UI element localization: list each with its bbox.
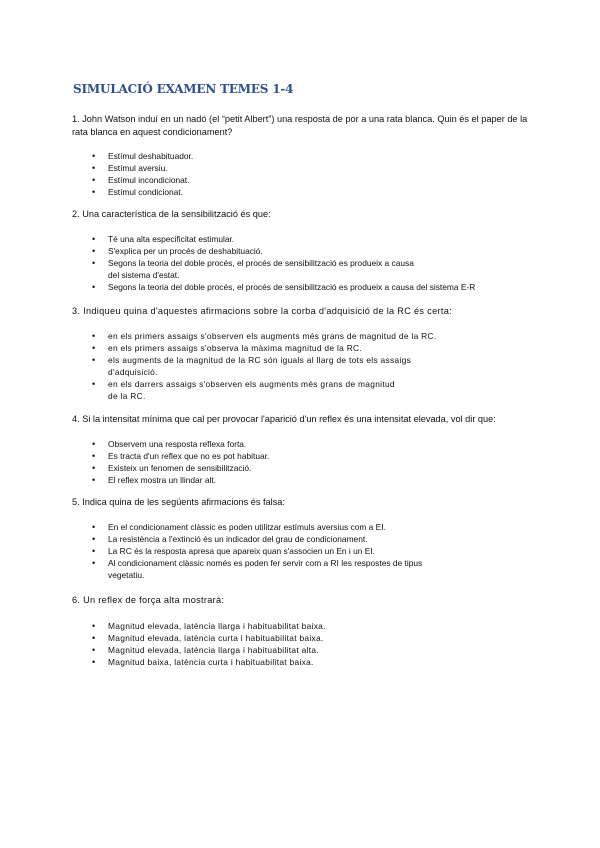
question-4: [72, 413, 542, 426]
question-4-options: [92, 438, 522, 486]
option: • Observem una resposta reflexa forta.: [92, 438, 522, 450]
option: • en els primers assaigs s'observen els augments més grans de magnitud de la RC.: [92, 330, 522, 342]
option: • Té una alta especificitat estimular.: [92, 233, 522, 245]
option: • El reflex mostra un llindar alt.: [92, 474, 522, 486]
option: • Magnitud elevada, latència llarga i habituabilitat alta.: [92, 644, 522, 656]
question-5-options: [92, 521, 522, 581]
option: • Magnitud elevada, latència curta i habituabilitat baixa.: [92, 632, 522, 644]
question-text: 5. Indica quina de les següents afirmacions és falsa:: [72, 497, 285, 507]
option: • Es tracta d'un reflex que no es pot habituar.: [92, 450, 522, 462]
option: • Estímul incondicionat.: [92, 174, 522, 186]
question-3-options: [92, 330, 522, 402]
question-1: [72, 113, 542, 139]
option: • Estímul aversiu.: [92, 162, 522, 174]
question-text: 4. Si la intensitat mínima que cal per provocar l'aparició d'un reflex és una intensitat elevada, vol dir que:: [72, 414, 496, 424]
question-text: 6. Un reflex de força alta mostrarà:: [72, 595, 225, 605]
option: • Segons la teoria del doble procés, el procés de sensibilització es produeix a causa del sistema E-R: [92, 281, 522, 293]
option: • La RC és la resposta apresa que apareix quan s'associen un En i un EI.: [92, 545, 522, 557]
option: • Estímul deshabituador.: [92, 150, 522, 162]
option: • Al condicionament clàssic només es poden fer servir com a RI les respostes de tipus vegetatiu.: [92, 557, 522, 581]
option: • En el condicionament clàssic es poden utilitzar estímuls aversius com a EI.: [92, 521, 522, 533]
question-text: 1. John Watson induí en un nadó (el “petit Albert”) una resposta de por a una rata blanca. Quin és el paper de la rata blanca en aquest condicionament?: [72, 114, 528, 137]
question-2-options: [92, 233, 522, 293]
question-1-options: [92, 150, 522, 198]
question-5: [72, 496, 542, 509]
option: • Magnitud baixa, latència curta i habituabilitat baixa.: [92, 656, 522, 668]
option: • Magnitud elevada, latència llarga i habituabilitat baixa.: [92, 620, 522, 632]
question-2: [72, 208, 542, 221]
option: • La resistència a l'extinció és un indicador del grau de condicionament.: [92, 533, 522, 545]
option: • en els darrers assaigs s'observen els augments més grans de magnitud de la RC.: [92, 378, 522, 402]
option: • Existeix un fenomen de sensibilització.: [92, 462, 522, 474]
option: • els augments de la magnitud de la RC són iguals al llarg de tots els assaigs d'adquisició.: [92, 354, 522, 378]
question-3: [72, 305, 542, 318]
option: • Segons la teoria del doble procés, el procés de sensibilització es produeix a causa del sistema d'estat.: [92, 257, 522, 281]
question-6: [72, 594, 542, 607]
question-text: 2. Una característica de la sensibilització és que:: [72, 209, 271, 219]
option: • en els primers assaigs s'observa la màxima magnitud de la RC.: [92, 342, 522, 354]
question-text: 3. Indiqueu quina d'aquestes afirmacions sobre la corba d'adquisició de la RC és certa:: [72, 306, 452, 316]
question-6-options: [92, 620, 522, 668]
option: • Estímul condicionat.: [92, 186, 522, 198]
option: • S'explica per un procés de deshabituació.: [92, 245, 522, 257]
page-title: SIMULACIÓ EXAMEN TEMES 1-4: [73, 82, 294, 96]
